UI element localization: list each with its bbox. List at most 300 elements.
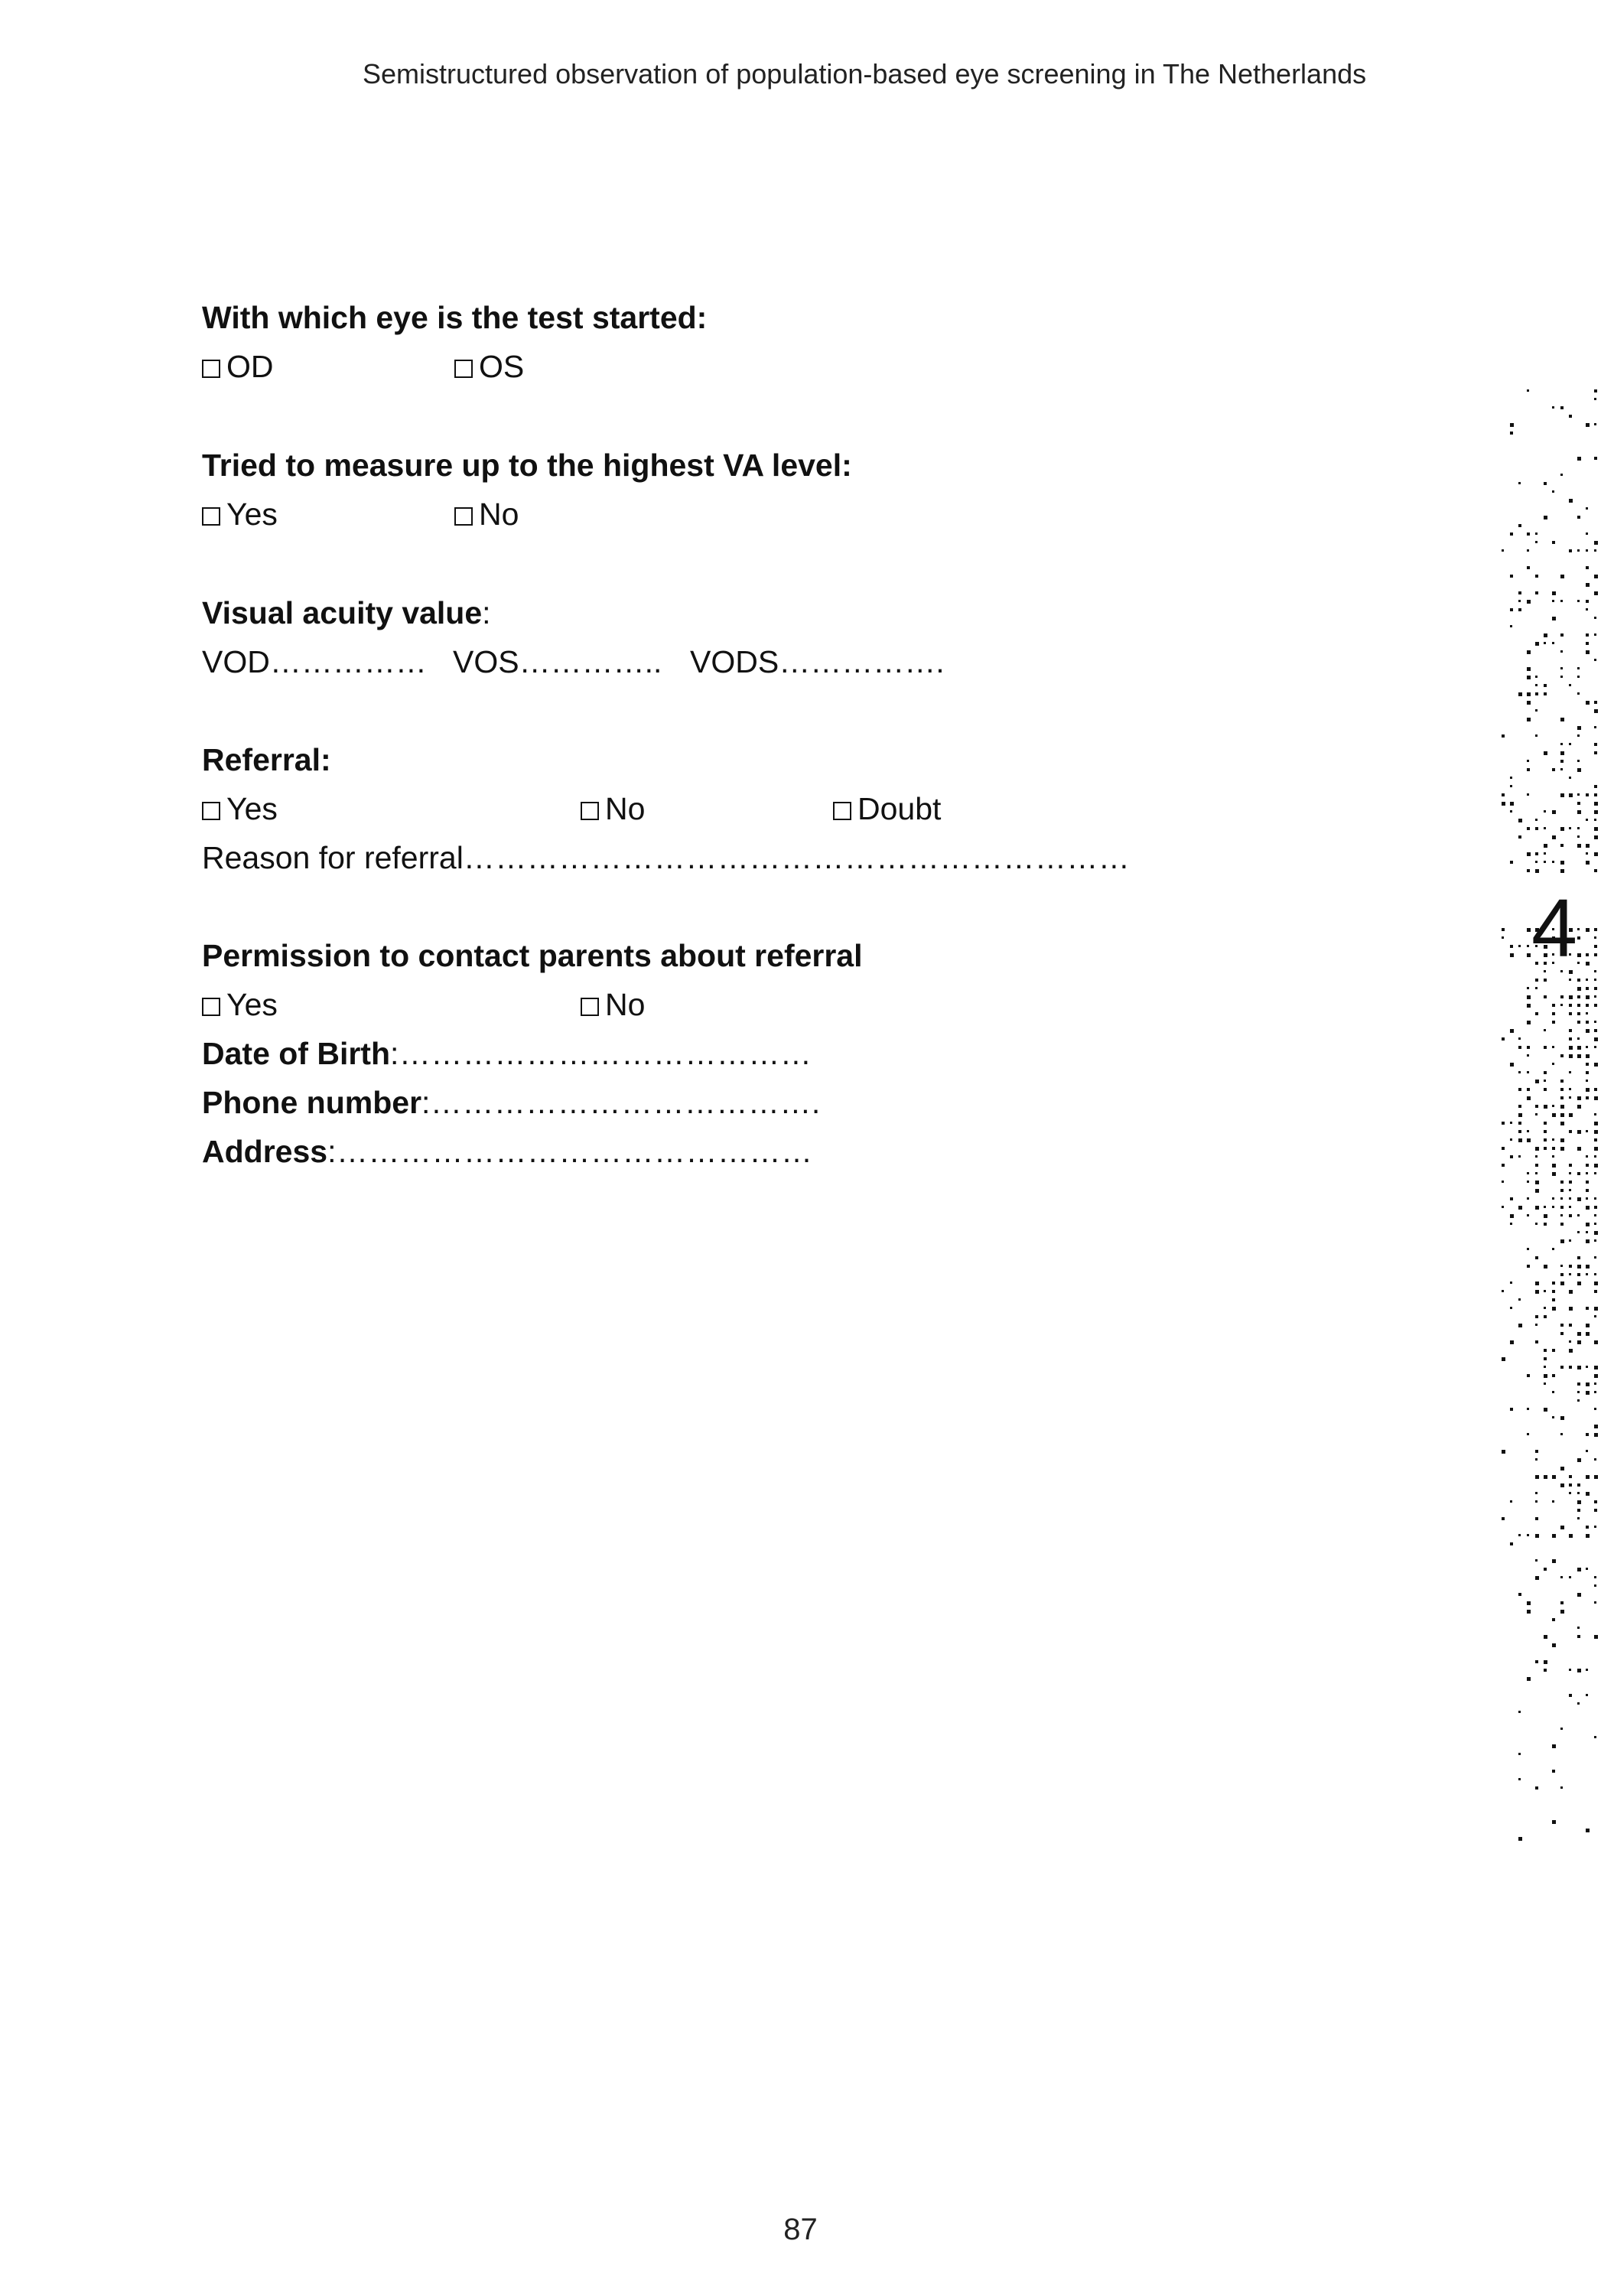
pattern-dot <box>1594 1130 1598 1134</box>
pattern-dot <box>1552 541 1555 544</box>
pattern-dot <box>1560 1223 1564 1226</box>
field-address[interactable]: Address:……………………………………… <box>202 1134 813 1169</box>
pattern-dot <box>1594 1239 1596 1242</box>
pattern-dot <box>1527 1088 1530 1091</box>
pattern-dot <box>1544 1080 1546 1082</box>
pattern-dot <box>1594 1113 1596 1115</box>
pattern-dot <box>1510 1542 1513 1545</box>
pattern-dot <box>1577 827 1580 829</box>
option-os[interactable]: OS <box>454 349 524 385</box>
option-od[interactable]: OD <box>202 349 274 385</box>
pattern-dot <box>1586 701 1590 705</box>
pattern-dot <box>1577 979 1580 982</box>
pattern-dot <box>1594 1458 1596 1461</box>
pattern-dot <box>1527 549 1529 552</box>
pattern-dot <box>1594 835 1598 839</box>
pattern-dot <box>1594 979 1596 981</box>
pattern-dot <box>1594 1382 1596 1385</box>
pattern-dot <box>1577 1282 1581 1285</box>
pattern-dot <box>1569 1366 1572 1369</box>
pattern-dot <box>1577 549 1580 552</box>
pattern-dot <box>1594 659 1596 661</box>
pattern-dot <box>1594 1206 1597 1209</box>
option-referral-no[interactable]: No <box>581 791 645 827</box>
pattern-dot <box>1510 945 1513 948</box>
running-header: Semistructured observation of population-based eye screening in The Netherlands <box>363 58 1367 90</box>
pattern-dot <box>1577 1037 1580 1040</box>
pattern-dot <box>1594 743 1597 746</box>
question-visual-acuity: Visual acuity value: <box>202 595 491 630</box>
pattern-dot <box>1552 1248 1554 1250</box>
pattern-dot <box>1569 1534 1573 1538</box>
pattern-dot <box>1569 1483 1572 1487</box>
pattern-dot <box>1577 953 1581 957</box>
pattern-dot <box>1560 1147 1564 1151</box>
pattern-dot <box>1527 1433 1529 1435</box>
pattern-dot <box>1510 953 1514 957</box>
pattern-dot <box>1577 1458 1581 1462</box>
pattern-dot <box>1577 1105 1581 1109</box>
pattern-dot <box>1577 1391 1580 1393</box>
pattern-dot <box>1510 1340 1514 1344</box>
pattern-dot <box>1518 1837 1522 1841</box>
checkbox-referral-doubt[interactable] <box>833 802 851 820</box>
pattern-dot <box>1569 1669 1571 1671</box>
pattern-dot <box>1510 625 1512 627</box>
checkbox-permission-no[interactable] <box>581 998 599 1016</box>
pattern-dot <box>1577 667 1580 669</box>
pattern-dot <box>1502 1164 1505 1167</box>
checkbox-va-yes[interactable] <box>202 507 220 526</box>
pattern-dot <box>1502 936 1504 939</box>
pattern-dot <box>1586 1391 1590 1395</box>
pattern-dot <box>1552 617 1556 620</box>
option-referral-yes[interactable]: Yes <box>202 791 278 827</box>
pattern-dot <box>1544 1315 1547 1318</box>
pattern-dot <box>1552 1298 1555 1301</box>
pattern-dot <box>1594 1214 1596 1216</box>
pattern-dot <box>1586 1164 1589 1167</box>
pattern-dot <box>1586 583 1590 587</box>
pattern-dot <box>1594 541 1598 545</box>
decorative-dot-pattern <box>1499 337 1601 1943</box>
pattern-dot <box>1502 1290 1504 1292</box>
pattern-dot <box>1577 962 1580 964</box>
pattern-dot <box>1569 499 1573 503</box>
pattern-dot <box>1518 1046 1521 1049</box>
pattern-dot <box>1560 1189 1564 1192</box>
pattern-dot <box>1502 793 1505 796</box>
pattern-dot <box>1569 1037 1572 1041</box>
pattern-dot <box>1577 676 1580 678</box>
pattern-dot <box>1552 1290 1555 1293</box>
pattern-dot <box>1527 1677 1531 1681</box>
pattern-dot <box>1544 1357 1547 1360</box>
pattern-dot <box>1502 1122 1505 1125</box>
pattern-dot <box>1586 1004 1589 1007</box>
pattern-dot <box>1510 1307 1512 1309</box>
pattern-dot <box>1577 734 1580 737</box>
pattern-dot <box>1552 1643 1556 1647</box>
pattern-dot <box>1577 768 1581 772</box>
pattern-dot <box>1560 793 1564 797</box>
pattern-dot <box>1544 1660 1547 1664</box>
pattern-dot <box>1586 1307 1589 1310</box>
pattern-dot <box>1518 1138 1522 1142</box>
pattern-dot <box>1535 1786 1538 1790</box>
pattern-dot <box>1594 575 1598 578</box>
pattern-dot <box>1560 1004 1563 1006</box>
pattern-dot <box>1544 1382 1546 1385</box>
pattern-dot <box>1586 1181 1589 1184</box>
pattern-dot <box>1518 600 1521 602</box>
pattern-dot <box>1535 1458 1538 1461</box>
pattern-dot <box>1510 1282 1512 1284</box>
pattern-dot <box>1527 1172 1529 1174</box>
option-va-no[interactable]: No <box>454 497 519 532</box>
referral-reason-label: Reason for referral <box>202 840 464 875</box>
pattern-dot <box>1586 852 1588 855</box>
pattern-dot <box>1510 861 1513 864</box>
pattern-dot <box>1535 541 1538 543</box>
pattern-dot <box>1586 819 1588 821</box>
option-referral-doubt[interactable]: Doubt <box>833 791 941 827</box>
pattern-dot <box>1577 1273 1580 1276</box>
pattern-dot <box>1577 1509 1580 1512</box>
pattern-dot <box>1527 1004 1531 1008</box>
pattern-dot <box>1569 1475 1572 1478</box>
pattern-dot <box>1535 1534 1539 1538</box>
pattern-dot <box>1577 1593 1581 1597</box>
pattern-dot <box>1535 692 1538 695</box>
pattern-dot <box>1569 1054 1573 1058</box>
pattern-dot <box>1560 1483 1564 1487</box>
pattern-dot <box>1560 1728 1563 1730</box>
pattern-dot <box>1544 1265 1547 1268</box>
pattern-dot <box>1552 1012 1555 1015</box>
pattern-dot <box>1560 1366 1564 1369</box>
pattern-dot <box>1560 768 1563 770</box>
pattern-dot <box>1527 1265 1530 1268</box>
pattern-dot <box>1586 566 1589 569</box>
pattern-dot <box>1586 1046 1588 1048</box>
pattern-dot <box>1510 802 1514 806</box>
pattern-dot <box>1552 1307 1556 1311</box>
pattern-dot <box>1544 1408 1547 1412</box>
field-vos[interactable]: VOS………….. <box>453 644 662 679</box>
pattern-dot <box>1594 1147 1598 1151</box>
pattern-dot <box>1594 1509 1597 1512</box>
pattern-dot <box>1560 995 1564 998</box>
pattern-dot <box>1594 726 1596 728</box>
pattern-dot <box>1586 507 1588 510</box>
pattern-dot <box>1594 819 1596 821</box>
pattern-dot <box>1594 1172 1596 1174</box>
pattern-dot <box>1594 1037 1598 1041</box>
pattern-dot <box>1577 1231 1580 1233</box>
pattern-dot <box>1544 642 1546 644</box>
pattern-dot <box>1518 1113 1522 1117</box>
checkbox-va-no[interactable] <box>454 507 473 526</box>
pattern-dot <box>1569 995 1573 999</box>
pattern-dot <box>1544 751 1547 755</box>
pattern-dot <box>1527 1096 1531 1100</box>
pattern-dot <box>1586 1694 1588 1696</box>
pattern-dot <box>1510 608 1513 611</box>
pattern-dot <box>1535 1223 1538 1225</box>
pattern-dot <box>1569 1340 1571 1343</box>
pattern-dot <box>1502 1206 1504 1208</box>
pattern-dot <box>1552 1147 1555 1150</box>
pattern-dot <box>1560 1273 1564 1276</box>
pattern-dot <box>1518 482 1521 484</box>
pattern-dot <box>1569 1239 1571 1242</box>
pattern-dot <box>1502 1147 1505 1150</box>
pattern-dot <box>1586 650 1590 654</box>
pattern-dot <box>1552 810 1556 814</box>
pattern-dot <box>1544 1635 1547 1639</box>
pattern-dot <box>1594 1584 1596 1587</box>
checkbox-od[interactable] <box>202 360 220 378</box>
pattern-dot <box>1560 1206 1564 1209</box>
pattern-dot <box>1518 1105 1521 1108</box>
pattern-dot <box>1552 1155 1554 1158</box>
pattern-dot <box>1527 869 1530 872</box>
pattern-dot <box>1510 575 1513 578</box>
pattern-dot <box>1510 1197 1513 1200</box>
pattern-dot <box>1544 1206 1546 1208</box>
address-label: Address <box>202 1134 328 1169</box>
pattern-dot <box>1527 1214 1529 1216</box>
pattern-dot <box>1552 1197 1554 1200</box>
pattern-dot <box>1544 1374 1547 1378</box>
pattern-dot <box>1535 1256 1538 1259</box>
pattern-dot <box>1518 1711 1521 1713</box>
pattern-dot <box>1577 600 1580 602</box>
pattern-dot <box>1586 1332 1590 1336</box>
pattern-dot <box>1544 1223 1547 1226</box>
pattern-dot <box>1594 793 1597 796</box>
pattern-dot <box>1535 1080 1539 1083</box>
pattern-dot <box>1594 1223 1596 1225</box>
pattern-dot <box>1544 1130 1547 1133</box>
pattern-dot <box>1569 1189 1571 1191</box>
pattern-dot <box>1577 1366 1581 1369</box>
pattern-dot <box>1569 549 1572 552</box>
pattern-dot <box>1560 1096 1564 1099</box>
pattern-dot <box>1594 987 1597 990</box>
pattern-dot <box>1594 1526 1596 1528</box>
pattern-dot <box>1569 979 1571 981</box>
pattern-dot <box>1586 1206 1590 1210</box>
pattern-dot <box>1535 642 1539 646</box>
pattern-dot <box>1586 1130 1588 1132</box>
pattern-dot <box>1594 936 1596 939</box>
pattern-dot <box>1552 1391 1554 1393</box>
pattern-dot <box>1535 1172 1538 1174</box>
option-permission-no[interactable]: No <box>581 987 645 1023</box>
pattern-dot <box>1560 633 1564 637</box>
pattern-dot <box>1535 852 1538 855</box>
pattern-dot <box>1586 600 1589 603</box>
checkbox-permission-yes[interactable] <box>202 998 220 1016</box>
pattern-dot <box>1560 844 1564 847</box>
pattern-dot <box>1586 1273 1588 1275</box>
pattern-dot <box>1510 1029 1514 1033</box>
pattern-dot <box>1560 575 1564 578</box>
pattern-dot <box>1518 1593 1521 1596</box>
pattern-dot <box>1527 987 1529 989</box>
pattern-dot <box>1535 1206 1539 1210</box>
pattern-dot <box>1544 516 1547 519</box>
pattern-dot <box>1560 1601 1564 1604</box>
pattern-dot <box>1594 1576 1596 1578</box>
pattern-dot <box>1527 760 1529 762</box>
pattern-dot <box>1552 1618 1555 1621</box>
pattern-dot <box>1552 1164 1556 1168</box>
pattern-dot <box>1569 1096 1571 1099</box>
checkbox-referral-no[interactable] <box>581 802 599 820</box>
pattern-dot <box>1544 1214 1547 1218</box>
pattern-dot <box>1544 1071 1547 1074</box>
pattern-dot <box>1560 1088 1564 1091</box>
pattern-dot <box>1594 995 1596 998</box>
pattern-dot <box>1594 1063 1598 1067</box>
pattern-dot <box>1527 945 1529 947</box>
pattern-dot <box>1594 1374 1598 1378</box>
pattern-dot <box>1586 987 1589 990</box>
pattern-dot <box>1586 928 1590 932</box>
pattern-dot <box>1594 1366 1598 1369</box>
pattern-dot <box>1569 1206 1571 1208</box>
pattern-dot <box>1594 1096 1598 1100</box>
pattern-dot <box>1586 1568 1588 1570</box>
pattern-dot <box>1560 676 1563 678</box>
pattern-dot <box>1527 768 1530 771</box>
pattern-dot <box>1552 1046 1554 1048</box>
pattern-dot <box>1569 1576 1571 1578</box>
pattern-dot <box>1577 1669 1581 1672</box>
question-permission: Permission to contact parents about referral <box>202 938 863 973</box>
pattern-dot <box>1510 1214 1514 1218</box>
field-date-of-birth[interactable]: Date of Birth:………………………………… <box>202 1036 812 1071</box>
pattern-dot <box>1544 1568 1547 1571</box>
pattern-dot <box>1569 1130 1572 1133</box>
question-highest-va: Tried to measure up to the highest VA level: <box>202 448 852 483</box>
pattern-dot <box>1552 1063 1554 1065</box>
field-phone-number[interactable]: Phone number:………………………………. <box>202 1085 821 1120</box>
pattern-dot <box>1560 1113 1564 1117</box>
pattern-dot <box>1586 1063 1589 1066</box>
pattern-dot <box>1535 1324 1538 1326</box>
field-referral-reason[interactable]: Reason for referral……………………………………………………… <box>202 840 1131 875</box>
pattern-dot <box>1594 1088 1597 1091</box>
pattern-dot <box>1594 810 1598 814</box>
pattern-dot <box>1518 1324 1522 1327</box>
pattern-dot <box>1569 1164 1572 1167</box>
pattern-dot <box>1544 1046 1547 1049</box>
pattern-dot <box>1594 827 1598 831</box>
pattern-dot <box>1552 835 1556 839</box>
pattern-dot <box>1560 600 1563 602</box>
pattern-dot <box>1527 852 1531 856</box>
pattern-dot <box>1569 1088 1571 1090</box>
chapter-tab-number: 4 <box>1531 881 1578 974</box>
pattern-dot <box>1577 1130 1581 1134</box>
pattern-dot <box>1527 1138 1531 1142</box>
pattern-dot <box>1594 1197 1596 1200</box>
pattern-dot <box>1518 1298 1521 1301</box>
pattern-dot <box>1560 1576 1563 1578</box>
pattern-dot <box>1510 1122 1512 1124</box>
pattern-dot <box>1569 1113 1573 1117</box>
pattern-dot <box>1552 1475 1556 1479</box>
pattern-dot <box>1510 423 1514 427</box>
pattern-dot <box>1535 869 1539 873</box>
pattern-dot <box>1577 1382 1580 1386</box>
option-permission-yes[interactable]: Yes <box>202 987 278 1023</box>
pattern-dot <box>1535 734 1538 737</box>
field-vods[interactable]: VODS……………. <box>690 644 945 679</box>
field-vod[interactable]: VOD…………… <box>202 644 427 679</box>
pattern-dot <box>1535 676 1538 678</box>
pattern-dot <box>1569 1012 1572 1015</box>
checkbox-os[interactable] <box>454 360 473 378</box>
pattern-dot <box>1535 684 1538 686</box>
pattern-dot <box>1560 751 1564 755</box>
pattern-dot <box>1560 1197 1563 1200</box>
pattern-dot <box>1560 474 1563 476</box>
pattern-dot <box>1518 1037 1521 1040</box>
pattern-dot <box>1560 1239 1564 1243</box>
pattern-dot <box>1535 861 1538 863</box>
pattern-dot <box>1577 1004 1580 1007</box>
pattern-dot <box>1569 827 1571 829</box>
pattern-dot <box>1569 1290 1573 1294</box>
pattern-dot <box>1502 549 1504 552</box>
pattern-dot <box>1518 835 1521 839</box>
pattern-dot <box>1510 785 1512 787</box>
pattern-dot <box>1577 1635 1580 1638</box>
pattern-dot <box>1594 1164 1598 1168</box>
pattern-dot <box>1560 1080 1564 1083</box>
pattern-dot <box>1518 1155 1521 1158</box>
pattern-dot <box>1527 701 1531 705</box>
pattern-dot <box>1586 1088 1590 1092</box>
pattern-dot <box>1544 1475 1547 1479</box>
pattern-dot <box>1594 1391 1596 1393</box>
pattern-dot <box>1594 1029 1597 1032</box>
pattern-dot <box>1544 1088 1547 1091</box>
pattern-dot <box>1527 995 1531 999</box>
pattern-dot <box>1577 928 1580 930</box>
pattern-dot <box>1577 1483 1580 1487</box>
pattern-dot <box>1594 751 1597 754</box>
pattern-dot <box>1518 1122 1521 1125</box>
pattern-dot <box>1518 608 1521 611</box>
pattern-dot <box>1552 1172 1556 1176</box>
pattern-dot <box>1552 1374 1555 1377</box>
pattern-dot <box>1577 844 1581 848</box>
option-va-yes[interactable]: Yes <box>202 497 278 532</box>
checkbox-referral-yes[interactable] <box>202 802 220 820</box>
pattern-dot <box>1586 1021 1589 1024</box>
pattern-dot <box>1502 1517 1505 1520</box>
pattern-dot <box>1527 676 1531 679</box>
pattern-dot <box>1527 600 1531 604</box>
pattern-dot <box>1560 869 1564 873</box>
pattern-dot <box>1560 827 1564 831</box>
